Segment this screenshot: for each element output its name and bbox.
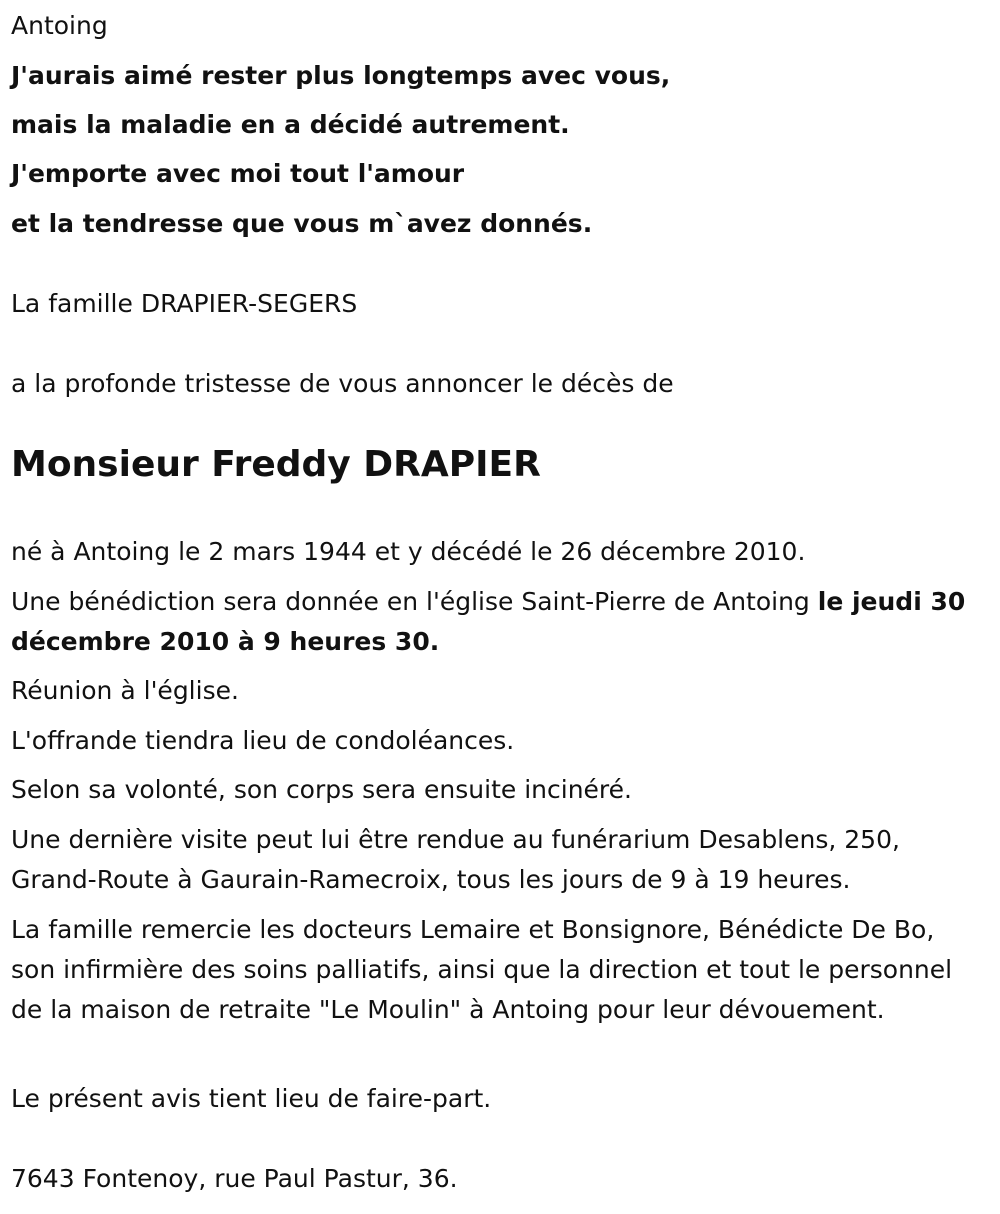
poem-line: J'emporte avec moi tout l'amour bbox=[11, 159, 465, 188]
poem-line: et la tendresse que vous m`avez donnés. bbox=[11, 209, 593, 238]
visit-info: Une dernière visite peut lui être rendue au funérarium Desablens, 250, Grand-Route à Gaurain-Ramecroix, tous les jours de 9 à 19 heures. bbox=[11, 825, 900, 894]
cremation-info: Selon sa volonté, son corps sera ensuite incinéré. bbox=[11, 775, 632, 804]
poem-line: mais la maladie en a décidé autrement. bbox=[11, 110, 570, 139]
offering-info: L'offrande tiendra lieu de condoléances. bbox=[11, 726, 515, 755]
address: 7643 Fontenoy, rue Paul Pastur, 36. bbox=[11, 1164, 458, 1193]
family-name: La famille DRAPIER-SEGERS bbox=[11, 289, 358, 318]
ceremony-date-time: le jeudi 30 décembre 2010 à 9 heures 30. bbox=[11, 587, 966, 656]
announcement-text: a la profonde tristesse de vous annoncer le décès de bbox=[11, 369, 674, 398]
ceremony-info bbox=[11, 582, 986, 662]
place-name: Antoing bbox=[11, 11, 108, 40]
poem-line: J'aurais aimé rester plus longtemps avec vous, bbox=[11, 61, 671, 90]
meeting-info: Réunion à l'église. bbox=[11, 676, 239, 705]
birth-death-dates: né à Antoing le 2 mars 1944 et y décédé le 26 décembre 2010. bbox=[11, 537, 806, 566]
thanks-text: La famille remercie les docteurs Lemaire et Bonsignore, Bénédicte De Bo, son infirmière des soins palliatifs, ainsi que la direction et tout le personnel de la maison de retraite "Le Moulin" à Antoing pour leur dévouement. bbox=[11, 915, 953, 1024]
deceased-name: Monsieur Freddy DRAPIER bbox=[11, 444, 541, 485]
notice-text: Le présent avis tient lieu de faire-part. bbox=[11, 1084, 492, 1113]
ceremony-text: Une bénédiction sera donnée en l'église Saint-Pierre de Antoing bbox=[11, 587, 818, 616]
